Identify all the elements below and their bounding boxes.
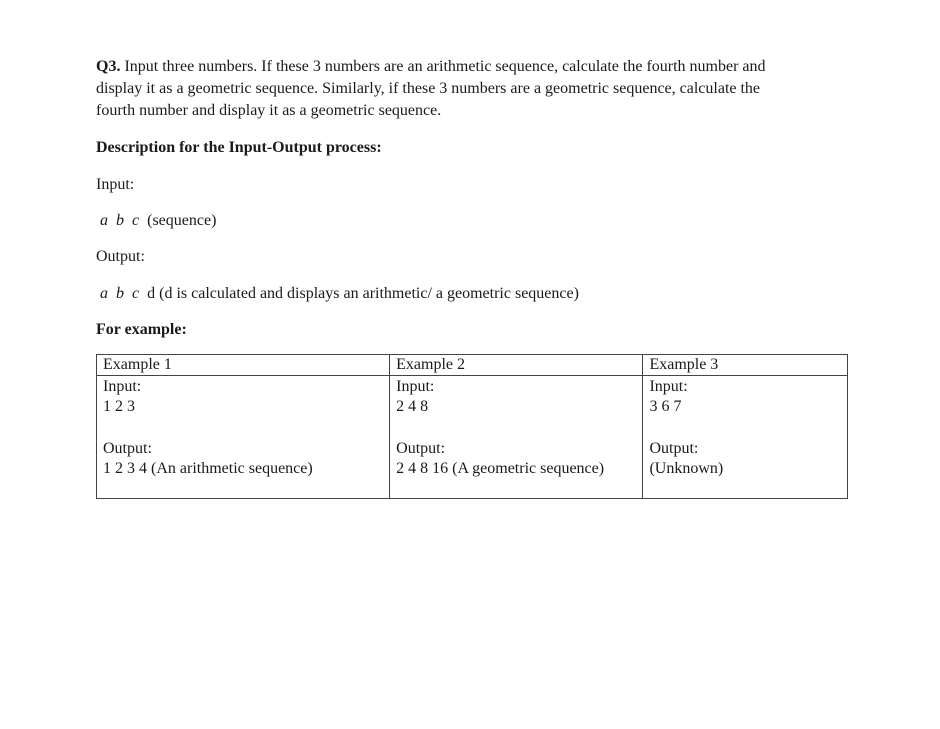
example-3-output-value: (Unknown) <box>649 460 724 477</box>
out-var-d: d <box>147 285 156 302</box>
example-1-output-label: Output: <box>103 440 152 457</box>
example-2-spacer <box>396 417 636 439</box>
question-number: Q3. <box>96 58 121 75</box>
var-b: b <box>116 212 124 229</box>
example-3-title: Example 3 <box>643 355 848 376</box>
question-text-1: Input three numbers. If these 3 numbers are an arithmetic sequence, calculate the fourth number and <box>120 58 766 75</box>
example-1-spacer <box>103 417 383 439</box>
document-page <box>96 56 848 499</box>
input-label: Input: <box>96 176 135 193</box>
out-var-b: b <box>116 285 124 302</box>
output-format <box>96 283 848 305</box>
out-var-a: a <box>100 285 108 302</box>
example-2-input-label: Input: <box>396 378 435 395</box>
out-var-c: c <box>132 285 140 302</box>
example-2-output-label: Output: <box>396 440 446 457</box>
input-format-note: (sequence) <box>147 212 217 229</box>
example-1-output-value: 1 2 3 4 (An arithmetic sequence) <box>103 460 313 477</box>
example-3-cell <box>643 376 848 499</box>
example-1-cell <box>97 376 390 499</box>
output-format-note: (d is calculated and displays an arithmetic/ a geometric sequence) <box>159 285 579 302</box>
example-3-input-value: 3 6 7 <box>649 398 682 415</box>
question-line-1 <box>96 56 848 78</box>
example-1-title: Example 1 <box>97 355 390 376</box>
question-line-2: display it as a geometric sequence. Similarly, if these 3 numbers are a geometric sequence, calculate the <box>96 80 761 97</box>
var-c: c <box>132 212 140 229</box>
var-a: a <box>100 212 108 229</box>
example-heading: For example: <box>96 321 187 338</box>
example-2-input-value: 2 4 8 <box>396 398 429 415</box>
question-line-3: fourth number and display it as a geometric sequence. <box>96 102 442 119</box>
example-2-title: Example 2 <box>390 355 643 376</box>
example-3-input-label: Input: <box>649 378 688 395</box>
input-format <box>96 210 848 232</box>
example-1-input-label: Input: <box>103 378 142 395</box>
description-heading: Description for the Input-Output process: <box>96 139 382 156</box>
examples-body-row <box>97 376 848 499</box>
question-paragraph <box>96 56 848 122</box>
example-2-cell <box>390 376 643 499</box>
example-3-spacer <box>649 417 841 439</box>
output-label: Output: <box>96 248 145 265</box>
examples-table <box>96 354 848 499</box>
example-1-input-value: 1 2 3 <box>103 398 135 415</box>
example-3-output-label: Output: <box>649 440 699 457</box>
example-2-output-value: 2 4 8 16 (A geometric sequence) <box>396 460 605 477</box>
examples-header-row <box>97 355 848 376</box>
